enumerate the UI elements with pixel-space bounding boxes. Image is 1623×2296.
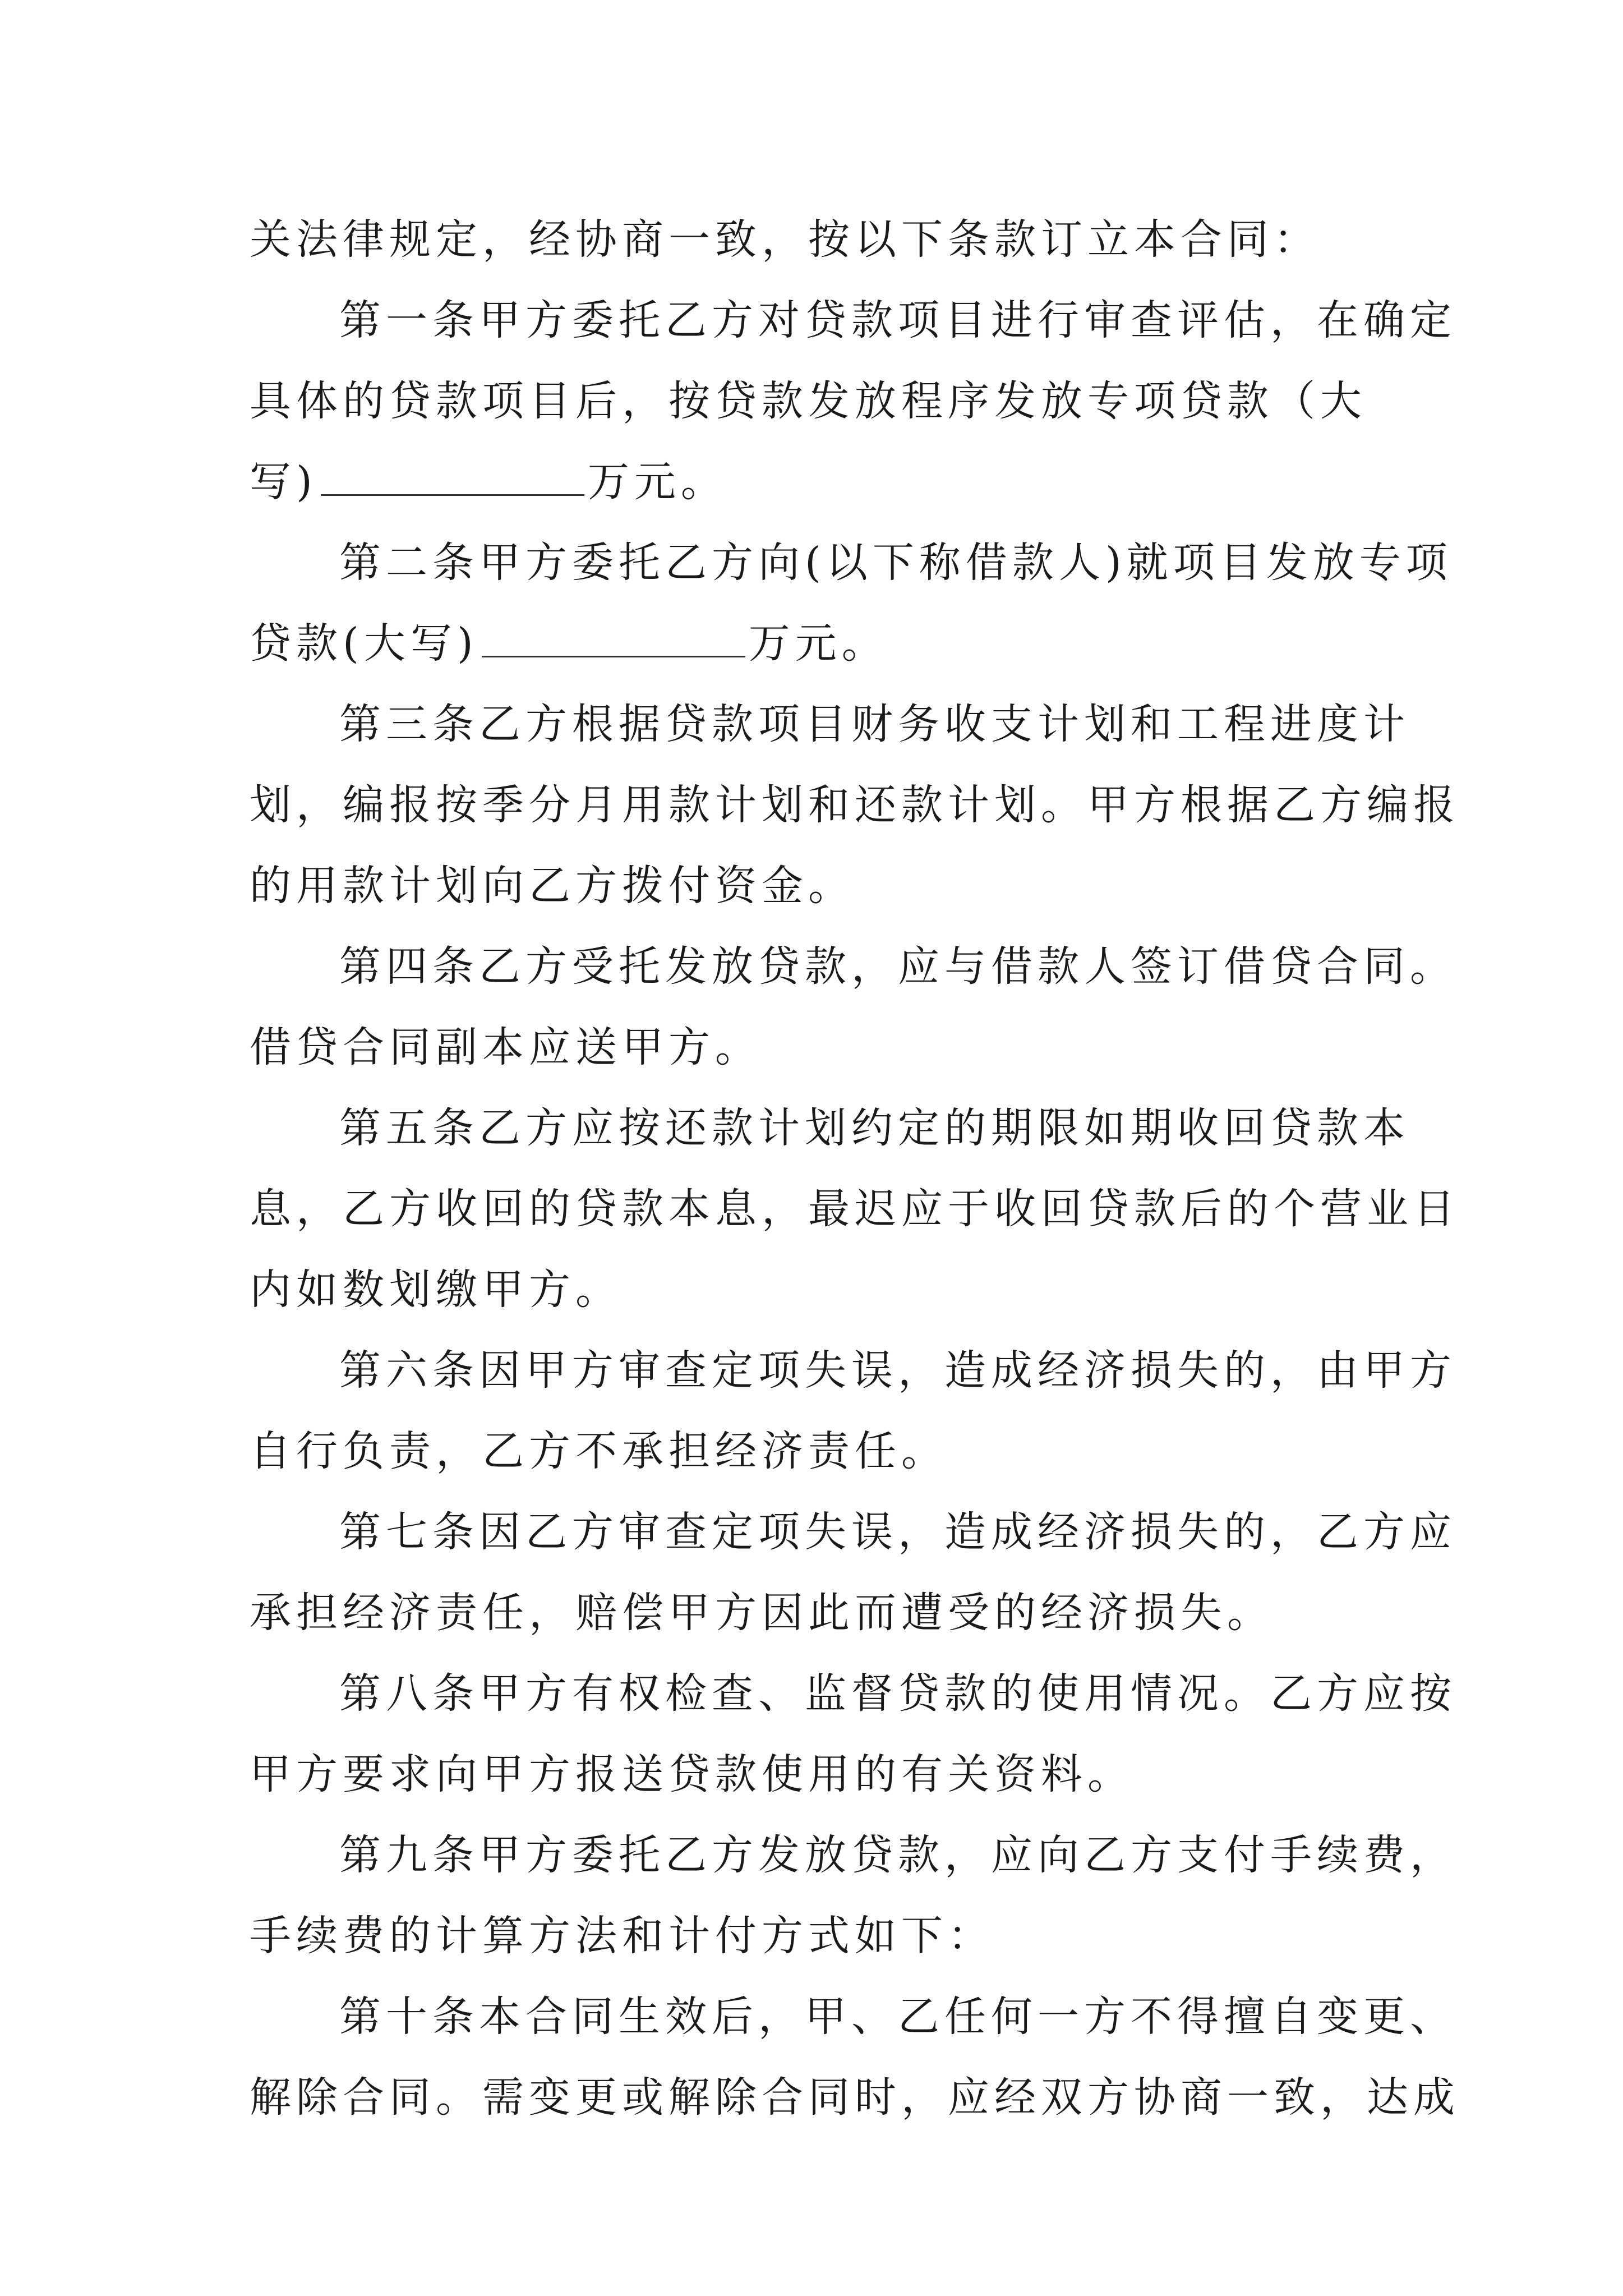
- line-text: 第六条因甲方审查定项失误，造成经济损失的，由甲方: [339, 1346, 1456, 1395]
- paragraph-article-8: [250, 1653, 1456, 1815]
- text-line: [250, 361, 1427, 441]
- paragraph-article-5: [250, 1088, 1460, 1330]
- line-text: 具体的贷款项目后，按贷款发放程序发放专项贷款（大: [250, 377, 1367, 425]
- fill-in-blank: [321, 461, 584, 496]
- text-line: [250, 1330, 1456, 1411]
- text-line: [250, 765, 1460, 845]
- contract-body: [250, 199, 1460, 2138]
- paragraph-intro: [250, 199, 1427, 280]
- text-line: [250, 1653, 1456, 1734]
- line-text: 第八条甲方有权检查、监督贷款的使用情况。乙方应按: [339, 1669, 1456, 1718]
- line-text: 息，乙方收回的贷款本息，最迟应于收回贷款后的个营业日: [250, 1185, 1460, 1233]
- paragraph-article-9: [250, 1815, 1456, 1976]
- line-text-after-blank: 万元。: [587, 458, 727, 506]
- line-text: 贷款(大写): [250, 619, 478, 668]
- paragraph-article-2: [250, 522, 1453, 684]
- line-text: 甲方要求向甲方报送贷款使用的有关资料。: [250, 1750, 1134, 1798]
- text-line: [250, 1976, 1456, 2057]
- line-text: 借贷合同副本应送甲方。: [250, 1023, 762, 1071]
- text-line: [250, 1895, 1427, 1976]
- line-text: 自行负责，乙方不承担经济责任。: [250, 1427, 948, 1475]
- paragraph-article-10: [250, 1976, 1460, 2138]
- line-text: 关法律规定，经协商一致，按以下条款订立本合同：: [250, 215, 1320, 264]
- line-text: 第十条本合同生效后，甲、乙任何一方不得擅自变更、: [339, 1993, 1456, 2041]
- text-line: [250, 1249, 1427, 1330]
- text-line: [250, 1168, 1460, 1249]
- text-line: [250, 603, 1427, 684]
- line-text: 承担经济责任，赔偿甲方因此而遭受的经济损失。: [250, 1589, 1274, 1637]
- text-line: [250, 280, 1456, 361]
- line-text: 手续费的计算方法和计付方式如下：: [250, 1912, 994, 1960]
- text-line: [250, 1815, 1456, 1895]
- line-text: 第四条乙方受托发放贷款，应与借款人签订借贷合同。: [339, 942, 1456, 991]
- paragraph-article-4: [250, 926, 1456, 1088]
- paragraph-article-6: [250, 1330, 1456, 1492]
- text-line: [250, 1007, 1427, 1088]
- paragraph-article-7: [250, 1492, 1456, 1653]
- line-text: 的用款计划向乙方拨付资金。: [250, 862, 855, 910]
- line-text: 第一条甲方委托乙方对贷款项目进行审查评估，在确定: [339, 296, 1456, 344]
- text-line: [250, 1088, 1427, 1168]
- line-text: 第二条甲方委托乙方向(以下称借款人)就项目发放专项: [339, 539, 1453, 587]
- line-text: 第五条乙方应按还款计划约定的期限如期收回贷款本: [339, 1104, 1410, 1152]
- line-text-after-blank: 万元。: [748, 619, 888, 668]
- text-line: [250, 926, 1456, 1007]
- text-line: [250, 1411, 1427, 1492]
- text-line: [250, 845, 1427, 926]
- line-text: 解除合同。需变更或解除合同时，应经双方协商一致，达成: [250, 2073, 1460, 2122]
- text-line: [250, 522, 1453, 603]
- line-text: 写): [250, 458, 317, 506]
- text-line: [250, 199, 1427, 280]
- text-line: [250, 684, 1427, 765]
- line-text: 第七条因乙方审查定项失误，造成经济损失的，乙方应: [339, 1508, 1456, 1556]
- text-line: [250, 441, 1427, 522]
- text-line: [250, 1572, 1427, 1653]
- line-text: 第三条乙方根据贷款项目财务收支计划和工程进度计: [339, 700, 1410, 748]
- paragraph-article-1: [250, 280, 1456, 522]
- text-line: [250, 2057, 1460, 2138]
- fill-in-blank: [482, 622, 745, 657]
- line-text: 内如数划缴甲方。: [250, 1266, 622, 1314]
- paragraph-article-3: [250, 684, 1460, 926]
- text-line: [250, 1734, 1427, 1815]
- line-text: 划，编报按季分月用款计划和还款计划。甲方根据乙方编报: [250, 781, 1460, 829]
- line-text: 第九条甲方委托乙方发放贷款，应向乙方支付手续费，: [339, 1831, 1456, 1879]
- text-line: [250, 1492, 1456, 1572]
